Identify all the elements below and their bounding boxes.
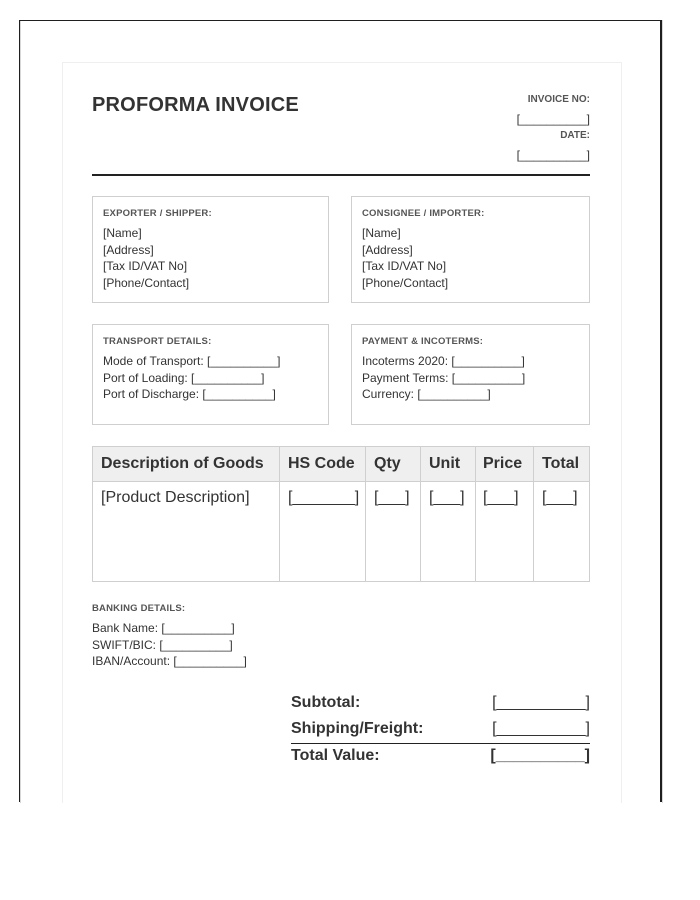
consignee-name[interactable]: [Name] <box>362 226 401 240</box>
iban-account-field[interactable]: IBAN/Account: [__________] <box>92 654 247 668</box>
transport-port-loading[interactable]: Port of Loading: [__________] <box>103 370 265 385</box>
exporter-title: EXPORTER / SHIPPER: <box>103 208 212 219</box>
payment-currency[interactable]: Currency: [__________] <box>362 387 491 402</box>
header-total: Total <box>542 455 580 472</box>
transport-box <box>92 324 329 425</box>
consignee-box <box>351 196 590 303</box>
column-divider <box>533 447 534 581</box>
header-divider <box>92 174 590 176</box>
exporter-box <box>92 196 329 303</box>
header-description: Description of Goods <box>101 455 264 472</box>
goods-table <box>92 446 590 582</box>
exporter-address[interactable]: [Address] <box>103 242 154 257</box>
column-divider <box>365 447 366 581</box>
column-divider <box>420 447 421 581</box>
transport-mode[interactable]: Mode of Transport: [__________] <box>103 354 281 368</box>
payment-terms[interactable]: Payment Terms: [__________] <box>362 370 526 385</box>
totals-divider <box>291 743 590 744</box>
frame-left-border <box>19 20 20 802</box>
shipping-label: Shipping/Freight: <box>291 720 424 737</box>
cell-unit[interactable]: [___] <box>429 489 465 506</box>
cell-description[interactable]: [Product Description] <box>101 489 250 506</box>
consignee-phone[interactable]: [Phone/Contact] <box>362 275 449 290</box>
column-divider <box>279 447 280 581</box>
payment-box <box>351 324 590 425</box>
header-qty: Qty <box>374 455 401 472</box>
invoice-no-label: INVOICE NO: <box>527 94 590 105</box>
swift-bic-field[interactable]: SWIFT/BIC: [__________] <box>92 638 233 652</box>
date-field[interactable]: [__________] <box>516 148 590 162</box>
cell-qty[interactable]: [___] <box>374 489 410 506</box>
total-value-label: Total Value: <box>291 747 380 764</box>
consignee-address[interactable]: [Address] <box>362 242 413 257</box>
total-value-field[interactable]: [__________] <box>490 747 590 764</box>
transport-port-discharge[interactable]: Port of Discharge: [__________] <box>103 387 276 402</box>
exporter-tax-id[interactable]: [Tax ID/VAT No] <box>103 259 188 274</box>
date-label: DATE: <box>560 130 590 141</box>
cell-total[interactable]: [___] <box>542 489 578 506</box>
exporter-name[interactable]: [Name] <box>103 226 142 240</box>
payment-incoterms[interactable]: Incoterms 2020: [__________] <box>362 354 525 368</box>
payment-title: PAYMENT & INCOTERMS: <box>362 336 484 347</box>
transport-title: TRANSPORT DETAILS: <box>103 336 212 347</box>
shipping-value[interactable]: [__________] <box>492 720 590 737</box>
cell-price[interactable]: [___] <box>483 489 519 506</box>
bank-name-field[interactable]: Bank Name: [__________] <box>92 621 235 635</box>
invoice-no-field[interactable]: [__________] <box>516 112 590 126</box>
cell-hs-code[interactable]: [_______] <box>288 489 360 506</box>
consignee-tax-id[interactable]: [Tax ID/VAT No] <box>362 259 447 274</box>
column-divider <box>475 447 476 581</box>
header-hs-code: HS Code <box>288 455 355 472</box>
subtotal-value[interactable]: [__________] <box>492 694 590 711</box>
header-price: Price <box>483 455 523 472</box>
invoice-title: PROFORMA INVOICE <box>92 94 299 116</box>
subtotal-label: Subtotal: <box>291 694 361 711</box>
exporter-phone[interactable]: [Phone/Contact] <box>103 275 190 290</box>
consignee-title: CONSIGNEE / IMPORTER: <box>362 208 485 219</box>
banking-title: BANKING DETAILS: <box>92 603 186 614</box>
frame-top-border <box>20 20 661 21</box>
frame-right-border <box>660 20 662 802</box>
header-unit: Unit <box>429 455 461 472</box>
